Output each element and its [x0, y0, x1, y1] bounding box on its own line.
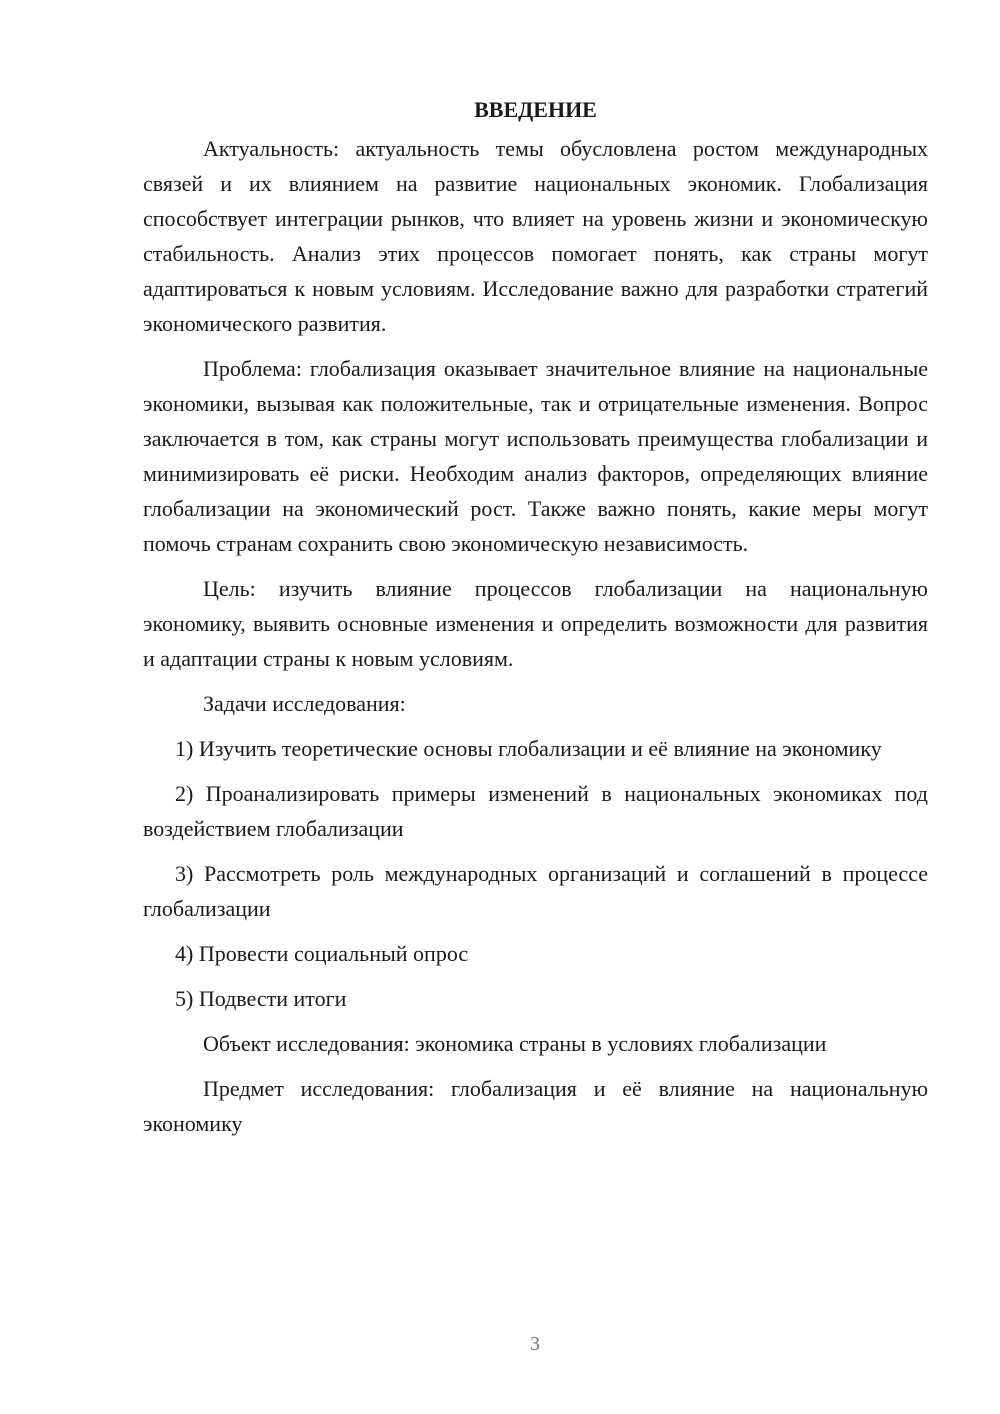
task-item-4: 4) Провести социальный опрос: [175, 941, 469, 966]
task-item-2: 2) Проанализировать примеры изменений в национальных экономиках под воздействием глобализации: [143, 781, 928, 841]
goal-paragraph: Цель: изучить влияние процессов глобализации на национальную экономику, выявить основные изменения и определить возможности для развития и адаптации страны к новым условиям.: [143, 576, 928, 671]
task-item-5: 5) Подвести итоги: [175, 986, 347, 1011]
task-item-1: 1) Изучить теоретические основы глобализации и её влияние на экономику: [175, 736, 882, 761]
task-item-3: 3) Рассмотреть роль международных организаций и соглашений в процессе глобализации: [143, 861, 928, 921]
document-page: [143, 92, 928, 1151]
object-paragraph: Объект исследования: экономика страны в условиях глобализации: [203, 1031, 827, 1056]
section-heading: ВВЕДЕНИЕ: [474, 97, 597, 122]
tasks-title: Задачи исследования:: [203, 691, 406, 716]
problem-paragraph: Проблема: глобализация оказывает значительное влияние на национальные экономики, вызывая как положительные, так и отрицательные изменения. Вопрос заключается в том, как страны могут использовать преимущества глобализации и минимизировать её риски. Необходим анализ факторов, определяющих влияние глобализации на экономический рост. Также важно понять, какие меры могут помочь странам сохранить свою экономическую независимость.: [143, 356, 928, 556]
page-number: 3: [530, 1333, 540, 1355]
relevance-paragraph: Актуальность: актуальность темы обусловлена ростом международных связей и их влиянием на развитие национальных экономик. Глобализация способствует интеграции рынков, что влияет на уровень жизни и экономическую стабильность. Анализ этих процессов помогает понять, как страны могут адаптироваться к новым условиям. Исследование важно для разработки стратегий экономического развития.: [143, 136, 928, 336]
subject-paragraph: Предмет исследования: глобализация и её влияние на национальную экономику: [143, 1076, 928, 1136]
